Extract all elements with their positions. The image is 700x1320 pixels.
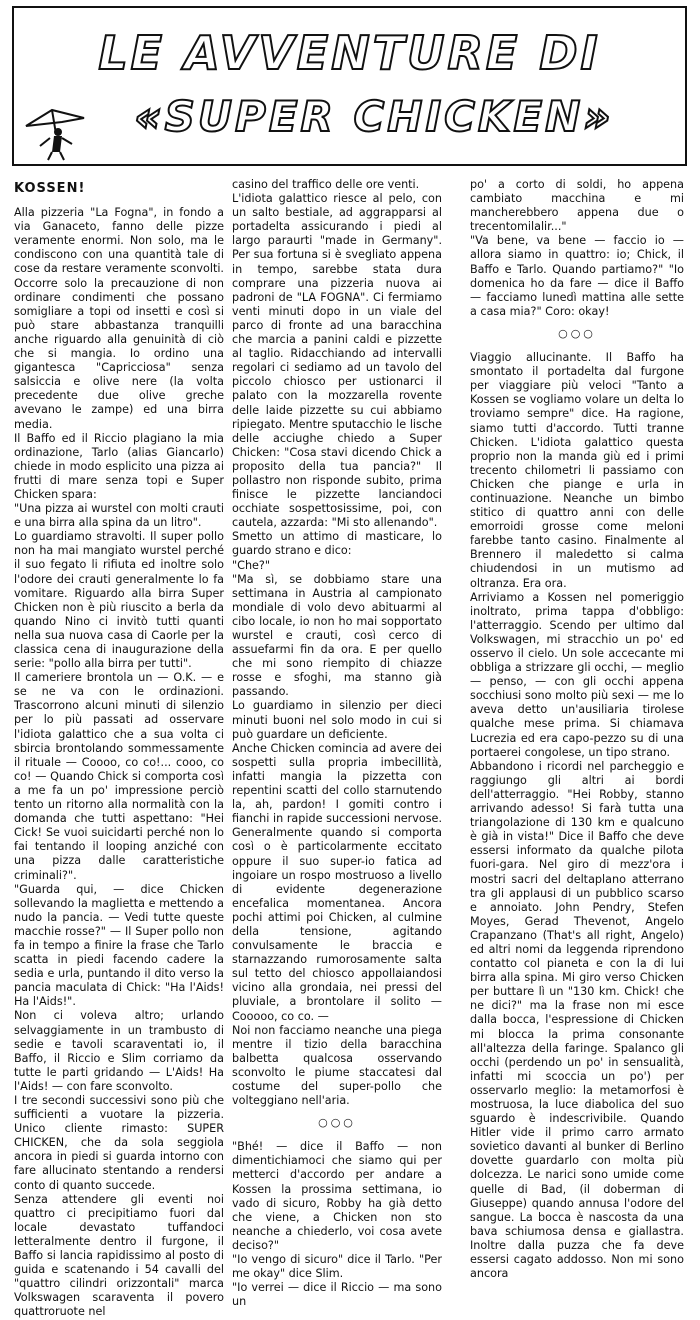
- text-column-3: [470, 178, 684, 1281]
- paragraph: Noi non facciamo neanche una piega mentre il tizio della baracchina balbetta qualcosa osservando sconvolto le piume staccatesi dal costume del super-pollo che volteggiano nell'aria.: [232, 1023, 442, 1108]
- paragraph: I tre secondi successivi sono più che sufficienti a vuotare la pizzeria. Unico cliente rimasto: SUPER CHICKEN, che da sola seggiola ancora in piedi si guarda intorno con fare allucinato stentando a rendersi conto di quanto succede.: [14, 1094, 224, 1192]
- paragraph: "Ma sì, se dobbiamo stare una settimana in Austria al campionato mondiale di volo devo abituarmi al cibo locale, io non ho mai sopportato wurstel e crauti, così cerco di assuefarmi fin da ora. E per quello che mi sono riempito di chiazze rosse e sfoghi, ma stanno già passando.: [232, 572, 442, 699]
- paragraph: Viaggio allucinante. Il Baffo ha smontato il portadelta dal furgone per viaggiare più veloci "Tanto a Kossen se vogliamo volare un delta lo troviamo sempre" dice. Ha ragione, siamo tutti d'accordo. Tutti tranne Chicken. L'idiota galattico questa proprio non la manda giù ed i primi trecento chilometri li passiamo con Chicken che piange e urla in continuazione. Neanche un bimbo stitico di quattro anni con delle emorroidi grosse come meloni farebbe tanto casino. Finalmente al Brennero il maledetto si calma chiudendosi in un mutismo ad oltranza. Era ora.: [470, 351, 684, 590]
- paragraph: L'idiota galattico riesce al pelo, con un salto bestiale, ad aggrapparsi al portadelta assicurando i piedi al largo paraurti "made in Germany". Per sua fortuna si è svegliato appena in tempo, sarebbe stata dura comprare una pizzeria nuova ai padroni de "LA FOGNA". Ci fermiamo venti minuti dopo in un viale del parco di fronte ad una baracchina che marcia a panini caldi e pizzette al taglio. Ridacchiando ad intervalli regolari ci sediamo ad un tavolo del piccolo chiosco per ustionarci il palato con la mozzarella rovente delle laide pizzette su cui abbiamo ripiegato. Mentre sputacchio le lische delle acciughe chiedo a Super Chicken: "Cosa stavi dicendo Chick a proposito della tua pancia?" Il pollastro non risponde subito, prima finisce le pizzette lanciandoci occhiate sospettosissime, poi, con cautela, azzarda: "Mi sto allenando".: [232, 192, 442, 530]
- paragraph: Non ci voleva altro; urlando selvaggiamente in un trambusto di sedie e tavoli scaraventati io, il Baffo, il Riccio e Slim corriamo da tutte le parti gridando — L'Aids! Ha l'Aids! — con fare sconvolto.: [14, 1009, 224, 1093]
- paragraph: Lo guardiamo in silenzio per dieci minuti buoni nel solo modo in cui si può guardare un deficiente.: [232, 699, 442, 741]
- section-separator: ○○○: [318, 1116, 356, 1130]
- section-separator: ○○○: [558, 326, 596, 340]
- paragraph: "Guarda qui, — dice Chicken sollevando la maglietta e mettendo a nudo la pancia. — Vedi tutte queste macchie rosse?" — Il Super pollo non fa in tempo a finire la frase che Tarlo scatta in piedi facendo cadere la sedia e urla, puntando il dito verso la pancia maculata di Chick: "Ha l'Aids! Ha l'Aids!".: [14, 882, 224, 1009]
- paragraph: Alla pizzeria "La Fogna", in fondo a via Ganaceto, fanno delle pizze veramente enormi. Non solo, ma le condiscono con una quantità tale di cose da restare veramente sconvolti. Occorre solo la precauzione di non ordinare condimenti che possano somigliare a topi od insetti e così si può stare abbastanza tranquilli anche riguardo alla genuinità di ciò che si mangia. Io ordino una gigantesca "Capricciosa" senza salsiccia e olive nere (la volta precedente due olive greche avevano le zampe) ed una birra media.: [14, 206, 224, 431]
- paragraph: Il cameriere brontola un — O.K. — e se ne va con le ordinazioni. Trascorrono alcuni minuti di silenzio per lo più passati ad osservare l'idiota galattico che a sua volta ci sbircia brontolando sommessamente il rituale — Coooo, co co!... cooo, co co! — Quando Chick si comporta così a me fa un po' impressione perciò tento un ritorno alla normalità con la domanda che tutti aspettano: "Hei Cick! Se vuoi suicidarti perché non lo fai tentando il looping anziché con una pizza dalle caratteristiche criminali?".: [14, 671, 224, 882]
- paragraph: Anche Chicken comincia ad avere dei sospetti sulla propria imbecillità, infatti mangia la pizzetta con repentini scatti del collo starnutendo la, ah, pardon! I gomiti contro i fianchi in rapide successioni nervose. Generalmente quando si comporta così o è particolarmente eccitato oppure il suo super-io fatica ad ingoiare un rospo mostruoso a livello di evidente degenerazione encefalica momentanea. Ancora pochi attimi poi Chicken, al culmine della tensione, agitando convulsamente le braccia e starnazzando rumorosamente salta sul tetto del chiosco appollaiandosi vicino alla grondaia, nei pressi del pluviale, a brontolare il solito — Cooooo, co co. —: [232, 741, 442, 1023]
- paragraph: "Bhé! — dice il Baffo — non dimentichiamoci che siamo qui per metterci d'accordo per andare a Kossen la prossima settimana, io vado di sicuro, Robby ha già detto che viene, a Chicken non sto neanche a chiederlo, voi cosa avete deciso?": [232, 1140, 442, 1252]
- article-heading: KOSSEN!: [14, 181, 86, 196]
- title-line-1: LE AVVENTURE DI: [98, 26, 601, 80]
- paragraph: po' a corto di soldi, ho appena cambiato macchina e mi mancherebbero appena due o trecentomilalir...": [470, 178, 684, 234]
- title-line-2: «SUPER CHICKEN»: [134, 92, 614, 141]
- paragraph: Il Baffo ed il Riccio plagiano la mia ordinazione, Tarlo (alias Giancarlo) chiede in modo esplicito una pizza ai frutti di mare senza topi e Super Chicken spara:: [14, 431, 224, 501]
- paragraph: Abbandono i ricordi nel parcheggio e raggiungo gli altri ai bordi dell'atterraggio. "Hei Robby, stanno arrivando adesso! Si farà tutta una triangolazione di 130 km e qualcuno è già in vista!" Dice il Baffo che deve essersi informato da qualche pilota fuori-gara. Nel giro di mezz'ora i mostri sacri del deltaplano atterrano tra gli applausi di un pubblico scarso e annoiato. John Pendry, Stefen Moyes, Gerad Thevenot, Angelo Crapanzano (That's all right, Angelo) ed altri nomi da leggenda riprendono contatto col pianeta e con la di lui birra alla spina. Mi giro verso Chicken per buttare lì un "130 km. Chick! che ne dici?" ma la frase non mi esce dalla bocca, l'espressione di Chicken mi blocca la prima consonante all'altezza della faringe. Spalanco gli occhi (perdendo un po' in sensualità, infatti mi scoccia un po') per osservarlo meglio: la metamorfosi è mostruosa, la luce diabolica del suo sguardo è indescrivibile. Quando Hitler vide il primo carro armato sovietico davanti al bunker di Berlino dovette guardarlo con molta più dolcezza. Le narici sono umide come quelle di Bad, (il doberman di Giuseppe) quando annusa l'odore del sangue. La bocca è nascosta da una bava schiumosa densa e giallastra. Inoltre dalla puzza che fa deve essersi cagato addosso. Non mi sono ancora: [470, 759, 684, 1281]
- paragraph: Arriviamo a Kossen nel pomeriggio inoltrato, prima tappa d'obbligo: l'atterraggio. Scendo per ultimo dal Volkswagen, mi stracchio un po' ed osservo il cielo. Un sole accecante mi obbliga a strizzare gli occhi, — meglio — penso, — con gli occhi appena socchiusi sono molto più sexi — me lo aveva detto un'ausiliaria tirolese qualche mese prima. Si chiamava Lucrezia ed era capo-pezzo su di una portaerei congolese, un tipo strano.: [470, 590, 684, 759]
- paragraph: "Va bene, va bene — faccio io — allora siamo in quattro: io; Chick, il Baffo e Tarlo. Quando partiamo?" "Io domenica ho da fare — dice il Baffo — facciamo lunedì mattina alle sette a casa mia?" Coro: okay!: [470, 234, 684, 318]
- paragraph: casino del traffico delle ore venti.: [232, 178, 420, 191]
- title-banner: [12, 6, 687, 166]
- paragraph: "Io verrei — dice il Riccio — ma sono un: [232, 1281, 442, 1309]
- paragraph: Senza attendere gli eventi noi quattro ci precipitiamo fuori dal locale devastato tuffandoci letteralmente dentro il furgone, il Baffo si lancia rapidissimo al posto di guida e scatenando i 54 cavalli del "quattro cilindri orizzontali" marca Volkswagen scaraventa il povero quattroruote nel: [14, 1192, 224, 1319]
- paragraph: "Che?": [232, 558, 271, 572]
- paragraph: "Una pizza ai wurstel con molti crauti e una birra alla spina da un litro".: [14, 502, 224, 530]
- paragraph: Lo guardiamo stravolti. Il super pollo non ha mai mangiato wurstel perché il suo fegato li rifiuta ed inoltre solo l'odore dei crauti generalmente lo fa vomitare. Riguardo alla birra Super Chicken non è più riuscito a berla da quando Nino ci invitò tutti quanti nella sua nuova casa di Caorle per la classica cena di inaugurazione della serie: "pollo alla birra per tutti".: [14, 530, 224, 671]
- text-column-1: [14, 178, 224, 1319]
- paragraph: Smetto un attimo di masticare, lo guardo strano e dico:: [232, 530, 442, 558]
- paragraph: "Io vengo di sicuro" dice il Tarlo. "Per me okay" dice Slim.: [232, 1253, 442, 1281]
- text-column-2: [232, 178, 442, 1309]
